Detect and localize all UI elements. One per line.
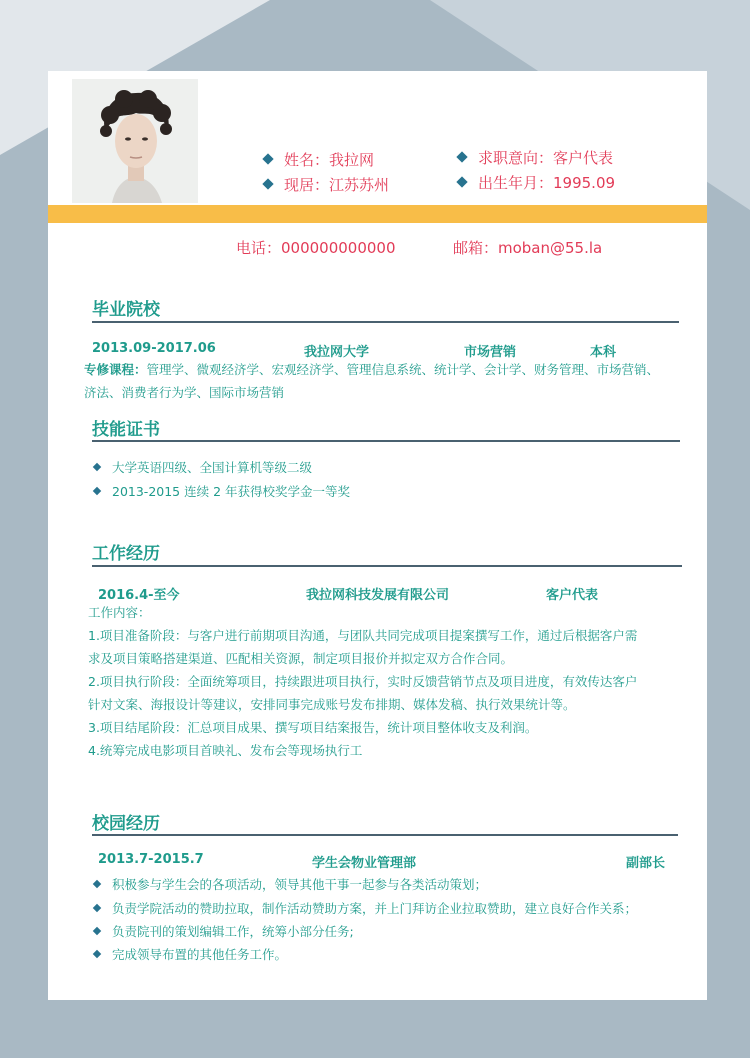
campus-item-3-text: 负责院刊的策划编辑工作，统筹小部分任务;	[112, 924, 354, 939]
work-position: 客户代表	[546, 588, 599, 603]
name-text: 姓名：我拉网	[284, 151, 375, 169]
diamond-bullet-icon	[93, 880, 101, 888]
work-line: 2.项目执行阶段：全面统筹项目，持续跟进项目执行，实时反馈营销节点及项目进度，有效传达客户	[88, 674, 638, 689]
skill-item-1-text: 大学英语四级、全国计算机等级二级	[112, 460, 313, 475]
work-line: 针对文案、海报设计等建议，安排同事完成账号发布排期、媒体发稿、执行效果统计等。	[88, 697, 576, 712]
campus-period: 2013.7-2015.7	[98, 852, 204, 867]
email-text: 邮箱：moban@55.la	[453, 239, 603, 257]
courses-label: 专修课程：	[84, 362, 147, 377]
resume-page	[48, 71, 707, 1000]
campus-item-4	[94, 945, 287, 963]
campus-heading: 校园经历	[92, 814, 160, 834]
education-period: 2013.09-2017.06	[92, 341, 216, 356]
work-line: 1.项目准备阶段：与客户进行前期项目沟通，与团队共同完成项目提案撰写工作，通过后根据客户需	[88, 628, 638, 643]
campus-item-2	[94, 899, 637, 917]
diamond-bullet-icon	[456, 151, 467, 162]
phone-text: 电话：000000000000	[236, 239, 396, 257]
skill-item-2-text: 2013-2015 连续 2 年获得校奖学金一等奖	[112, 484, 351, 499]
diamond-bullet-icon	[93, 904, 101, 912]
birth-item	[458, 172, 615, 193]
skills-heading: 技能证书	[92, 420, 160, 440]
skills-divider	[92, 440, 680, 442]
diamond-bullet-icon	[93, 487, 101, 495]
education-degree: 本科	[590, 345, 617, 360]
education-school: 我拉网大学	[304, 345, 370, 360]
diamond-bullet-icon	[262, 178, 273, 189]
diamond-bullet-icon	[93, 927, 101, 935]
campus-divider	[92, 834, 678, 836]
diamond-bullet-icon	[456, 176, 467, 187]
skill-item-2	[94, 482, 350, 500]
intent-item	[458, 147, 613, 168]
education-heading: 毕业院校	[92, 300, 160, 320]
education-major: 市场营销	[464, 345, 517, 360]
work-line: 工作内容：	[88, 605, 151, 620]
courses-line-1: 管理学、微观经济学、宏观经济学、管理信息系统、统计学、会计学、财务管理、市场营销、	[146, 362, 660, 377]
skill-item-1	[94, 458, 312, 476]
work-heading: 工作经历	[92, 544, 160, 564]
diamond-bullet-icon	[93, 463, 101, 471]
work-line: 3.项目结尾阶段：汇总项目成果、撰写项目结案报告，统计项目整体收支及利润。	[88, 720, 538, 735]
work-description	[88, 601, 688, 762]
campus-item-2-text: 负责学院活动的赞助拉取，制作活动赞助方案，并上门拜访企业拉取赞助，建立良好合作关系；	[112, 901, 638, 916]
residence-item	[264, 174, 389, 195]
education-divider	[92, 321, 679, 323]
courses-line-2: 济法、消费者行为学、国际市场营销	[84, 385, 285, 400]
accent-band	[48, 205, 707, 223]
education-courses	[84, 358, 684, 404]
name-item	[264, 149, 374, 170]
residence-text: 现居：江苏苏州	[284, 176, 390, 194]
campus-item-3	[94, 922, 354, 940]
campus-position: 副部长	[626, 856, 666, 871]
campus-org: 学生会物业管理部	[312, 856, 417, 871]
diamond-bullet-icon	[262, 153, 273, 164]
birth-text: 出生年月：1995.09	[478, 174, 616, 192]
intent-text: 求职意向：客户代表	[478, 149, 614, 167]
profile-photo	[72, 79, 198, 203]
work-line: 求及项目策略搭建渠道、匹配相关资源，制定项目报价并拟定双方合作合同。	[88, 651, 514, 666]
diamond-bullet-icon	[93, 950, 101, 958]
campus-item-1-text: 积极参与学生会的各项活动，领导其他干事一起参与各类活动策划；	[112, 877, 488, 892]
work-company: 我拉网科技发展有限公司	[306, 588, 450, 603]
campus-item-1	[94, 875, 487, 893]
work-divider	[92, 565, 682, 567]
work-period: 2016.4-至今	[98, 588, 180, 603]
work-line: 4.统筹完成电影项目首映礼、发布会等现场执行工	[88, 743, 363, 758]
campus-item-4-text: 完成领导布置的其他任务工作。	[112, 947, 288, 962]
